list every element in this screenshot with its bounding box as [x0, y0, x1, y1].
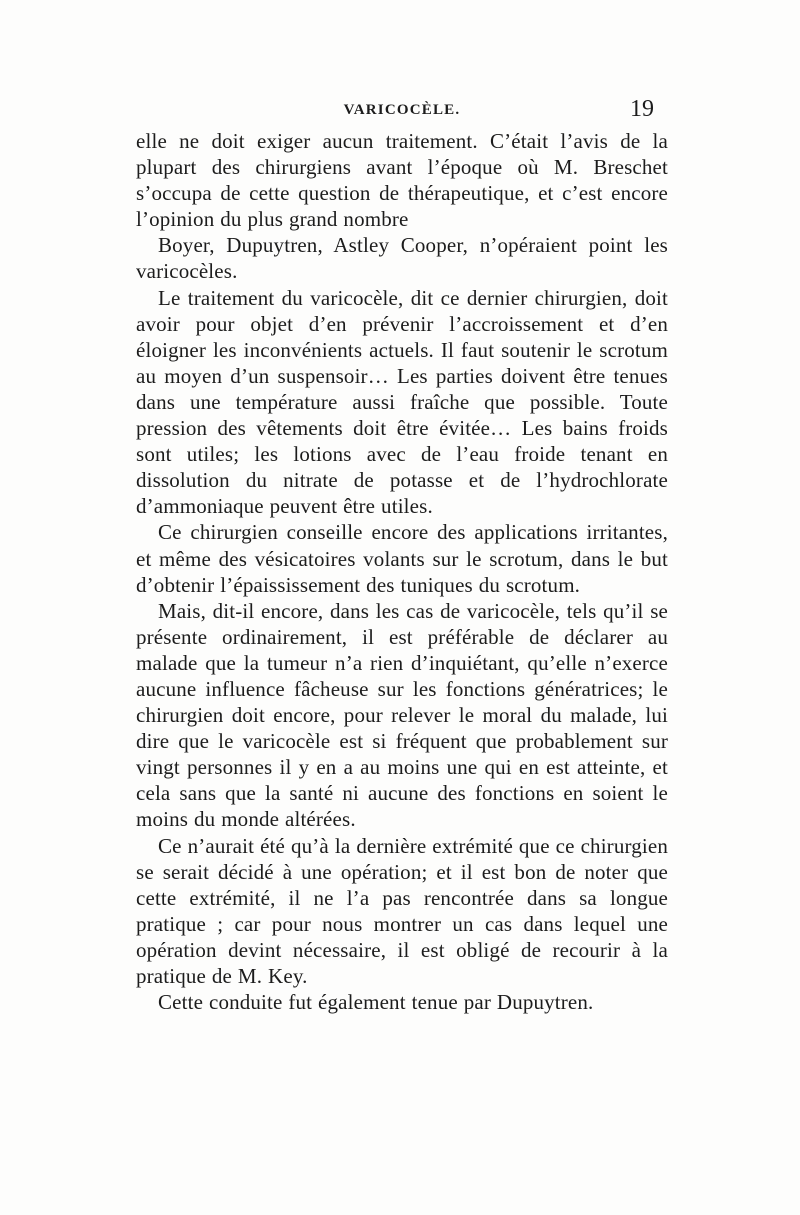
- paragraph-surgeons: Boyer, Dupuytren, Astley Cooper, n’opéraient point les varicocèles.: [136, 233, 668, 284]
- running-head: [136, 96, 668, 126]
- paragraph-operation: Ce n’aurait été qu’à la dernière extrémité que ce chirurgien se serait décidé à une opération; et il est bon de noter que cette extrémité, il ne l’a pas rencontrée dans sa longue pratique ; car pour nous montrer un cas dans lequel une opération devint nécessaire, il est obligé de recourir à la pratique de M. Key.: [136, 833, 668, 988]
- running-title: VARICOCÈLE.: [343, 102, 461, 118]
- paragraph-applications: Ce chirurgien conseille encore des applications irritantes, et même des vésicatoires volants sur le scrotum, dans le but d’obtenir l’épaississement des tuniques du scrotum.: [136, 520, 668, 597]
- page-number: 19: [630, 96, 654, 122]
- paragraph-advice: Mais, dit-il encore, dans les cas de varicocèle, tels qu’il se présente ordinairement, il est préférable de déclarer au malade que la tumeur n’a rien d’inquiétant, qu’elle n’exerce aucune influence fâcheuse sur les fonctions génératrices; le chirurgien doit encore, pour relever le moral du malade, lui dire que le varicocèle est si fréquent que probablement sur vingt personnes il y en a au moins une qui en est atteinte, et cela sans que la santé ni aucune des fonctions en soient le moins du monde altérées.: [136, 598, 668, 832]
- paragraph-dupuytren: Cette conduite fut également tenue par Dupuytren.: [158, 990, 594, 1015]
- body-text: [136, 128, 668, 1015]
- paragraph-continuation: elle ne doit exiger aucun traitement. C’était l’avis de la plupart des chirurgiens avant l’époque où M. Breschet s’occupa de cette question de thérapeutique, et c’est encore l’opinion du plus grand nombre: [136, 129, 668, 232]
- paragraph-treatment: Le traitement du varicocèle, dit ce dernier chirurgien, doit avoir pour objet d’en prévenir l’accroissement et d’en éloigner les inconvénients actuels. Il faut soutenir le scrotum au moyen d’un suspensoir… Les parties doivent être tenues dans une température aussi fraîche que possible. Toute pression des vêtements doit être évitée… Les bains froids sont utiles; les lotions avec de l’eau froide tenant en dissolution du nitrate de potasse et de l’hydrochlorate d’ammoniaque peuvent être utiles.: [136, 285, 668, 519]
